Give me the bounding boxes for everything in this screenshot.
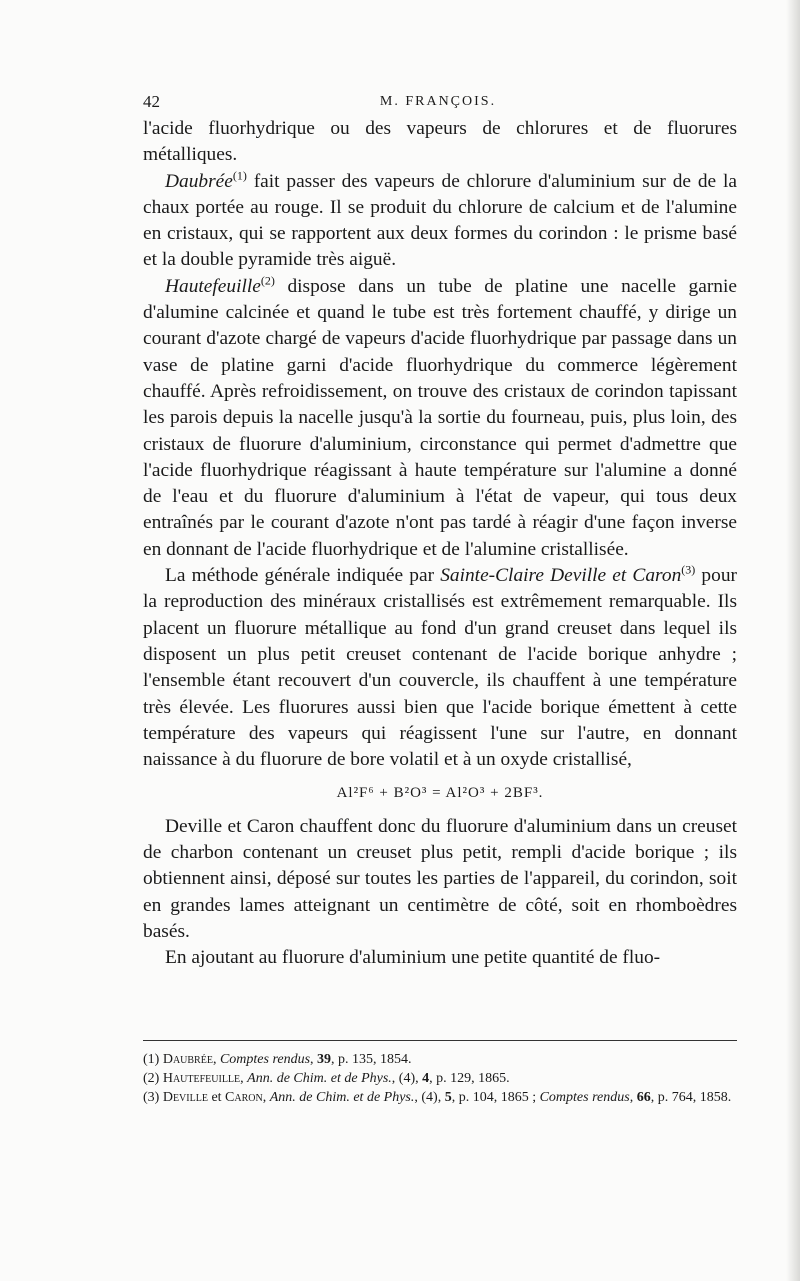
paragraph-text: pour la reproduction des minéraux cristallisés est extrêmement remarquable. Ils placent un fluorure métallique au fond d'un grand creuset dans lequel ils disposent un plus petit creuset contenant de l'acide borique anhydre ; l'ensemble étant recouvert d'un couvercle, ils chauffent à une température très élevée. Les fluorures aussi bien que l'acide borique émettent à cette température des vapeurs qui réagissent l'une sur l'autre, en donnant naissance à du fluorure de bore volatil et à un oxyde cristallisé, <box>143 565 737 771</box>
footnote-author: Daubrée <box>162 1052 213 1067</box>
paragraph-deville-caron <box>143 563 737 773</box>
footnote-volume: 5 <box>444 1090 452 1105</box>
footnote-journal: Ann. de Chim. et de Phys. <box>247 1071 392 1086</box>
footnote-2: (2) Hautefeuille, Ann. de Chim. et de Phys., (4), 4, p. 129, 1865. <box>143 1071 510 1086</box>
footnote-journal: Comptes rendus <box>219 1052 311 1067</box>
chemical-equation: Al²F⁶ + B²O³ = Al²O³ + 2BF³. <box>336 785 544 802</box>
footnote-mark: (3) <box>143 1090 160 1105</box>
page-edge-shadow <box>786 0 800 1281</box>
footnote-author: Hautefeuille <box>162 1071 241 1086</box>
paragraph-fluoride-addition: En ajoutant au fluorure d'aluminium une petite quantité de fluo- <box>165 947 661 969</box>
paragraph-continuation: l'acide fluorhydrique ou des vapeurs de chlorures et de fluorures métalliques. <box>143 118 737 166</box>
footnote-journal: Comptes rendus <box>539 1090 630 1105</box>
footnote-mark: (2) <box>143 1071 160 1086</box>
footnote-detail: , p. 764, 1858. <box>650 1090 732 1105</box>
author-name: Daubrée <box>165 170 233 192</box>
paragraph-deville-method: Deville et Caron chauffent donc du fluorure d'aluminium dans un creuset de charbon contenant un creuset plus petit, rempli d'acide borique ; ils obtiennent ainsi, déposé sur toutes les parties de l'appareil, du corindon, soit en grandes lames atteignant un centimètre de côté, soit en rhomboèdres basés. <box>143 815 737 942</box>
footnote-reference: (3) <box>681 562 696 577</box>
footnote-mark: (1) <box>143 1052 160 1067</box>
author-name: Sainte-Claire Deville et Caron <box>440 565 682 587</box>
footnote-series: , (4), <box>414 1090 445 1105</box>
author-name: Hautefeuille <box>165 275 261 297</box>
body-text <box>143 116 737 972</box>
paragraph-text: fait passer des vapeurs de chlorure d'aluminium sur de de la chaux portée au rouge. Il se produit du chlorure de calcium et de l'alumine en cristaux, qui se rapportent aux deux formes du corindon : le prisme basé et la double pyramide très aiguë. <box>143 170 737 271</box>
footnote-joiner: et <box>207 1090 226 1105</box>
footnote-journal: Ann. de Chim. et de Phys. <box>269 1090 415 1105</box>
footnote-detail: , p. 135, 1854. <box>331 1052 412 1067</box>
footnote-reference: (2) <box>260 273 275 288</box>
paragraph-hautefeuille <box>143 274 737 563</box>
footnote-3: (3) Deville et Caron, Ann. de Chim. et de Phys., (4), 5, p. 104, 1865 ; Comptes rendus, 66, p. 764, 1858. <box>143 1090 732 1105</box>
footnote-divider <box>143 1040 737 1041</box>
footnote-1: (1) Daubrée, Comptes rendus, 39, p. 135, 1854. <box>143 1052 412 1067</box>
page-number: 42 <box>143 92 160 111</box>
footnote-volume: 4 <box>422 1071 430 1086</box>
footnote-volume: 39 <box>317 1052 332 1067</box>
footnote-detail: , p. 104, 1865 ; <box>451 1090 540 1105</box>
footnote-author: Caron <box>225 1090 263 1105</box>
paragraph-daubree <box>143 169 737 274</box>
footnotes <box>143 1050 737 1107</box>
footnote-author: Deville <box>162 1090 208 1105</box>
footnote-detail: , p. 129, 1865. <box>429 1071 510 1086</box>
running-head: M. FRANÇOIS. <box>379 94 497 109</box>
footnote-reference: (1) <box>232 168 247 183</box>
page-header <box>143 92 733 116</box>
footnote-series: , (4), <box>391 1071 423 1086</box>
paragraph-text: dispose dans un tube de platine une nacelle garnie d'alumine calcinée et quand le tube est très fortement chauffé, y dirige un courant d'azote chargé de vapeurs d'acide fluorhydrique par passage dans un vase de platine garni d'acide fluorhydrique du commerce légèrement chauffé. Après refroidissement, on trouve des cristaux de corindon tapissant les parois depuis la nacelle jusqu'à la sortie du fourneau, puis, plus loin, des cristaux de fluorure d'aluminium, circonstance qui permet d'admettre que l'acide fluorhydrique réagissant à haute température sur l'alumine a donné de l'eau et du fluorure d'aluminium à l'état de vapeur, qui tous deux entraînés par le courant d'azote n'ont pas tardé à réagir d'une façon inverse en donnant de l'acide fluorhydrique et de l'alumine cristallisée. <box>143 275 737 560</box>
footnote-volume: 66 <box>636 1090 651 1105</box>
paragraph-text: La méthode générale indiquée par <box>165 565 441 587</box>
